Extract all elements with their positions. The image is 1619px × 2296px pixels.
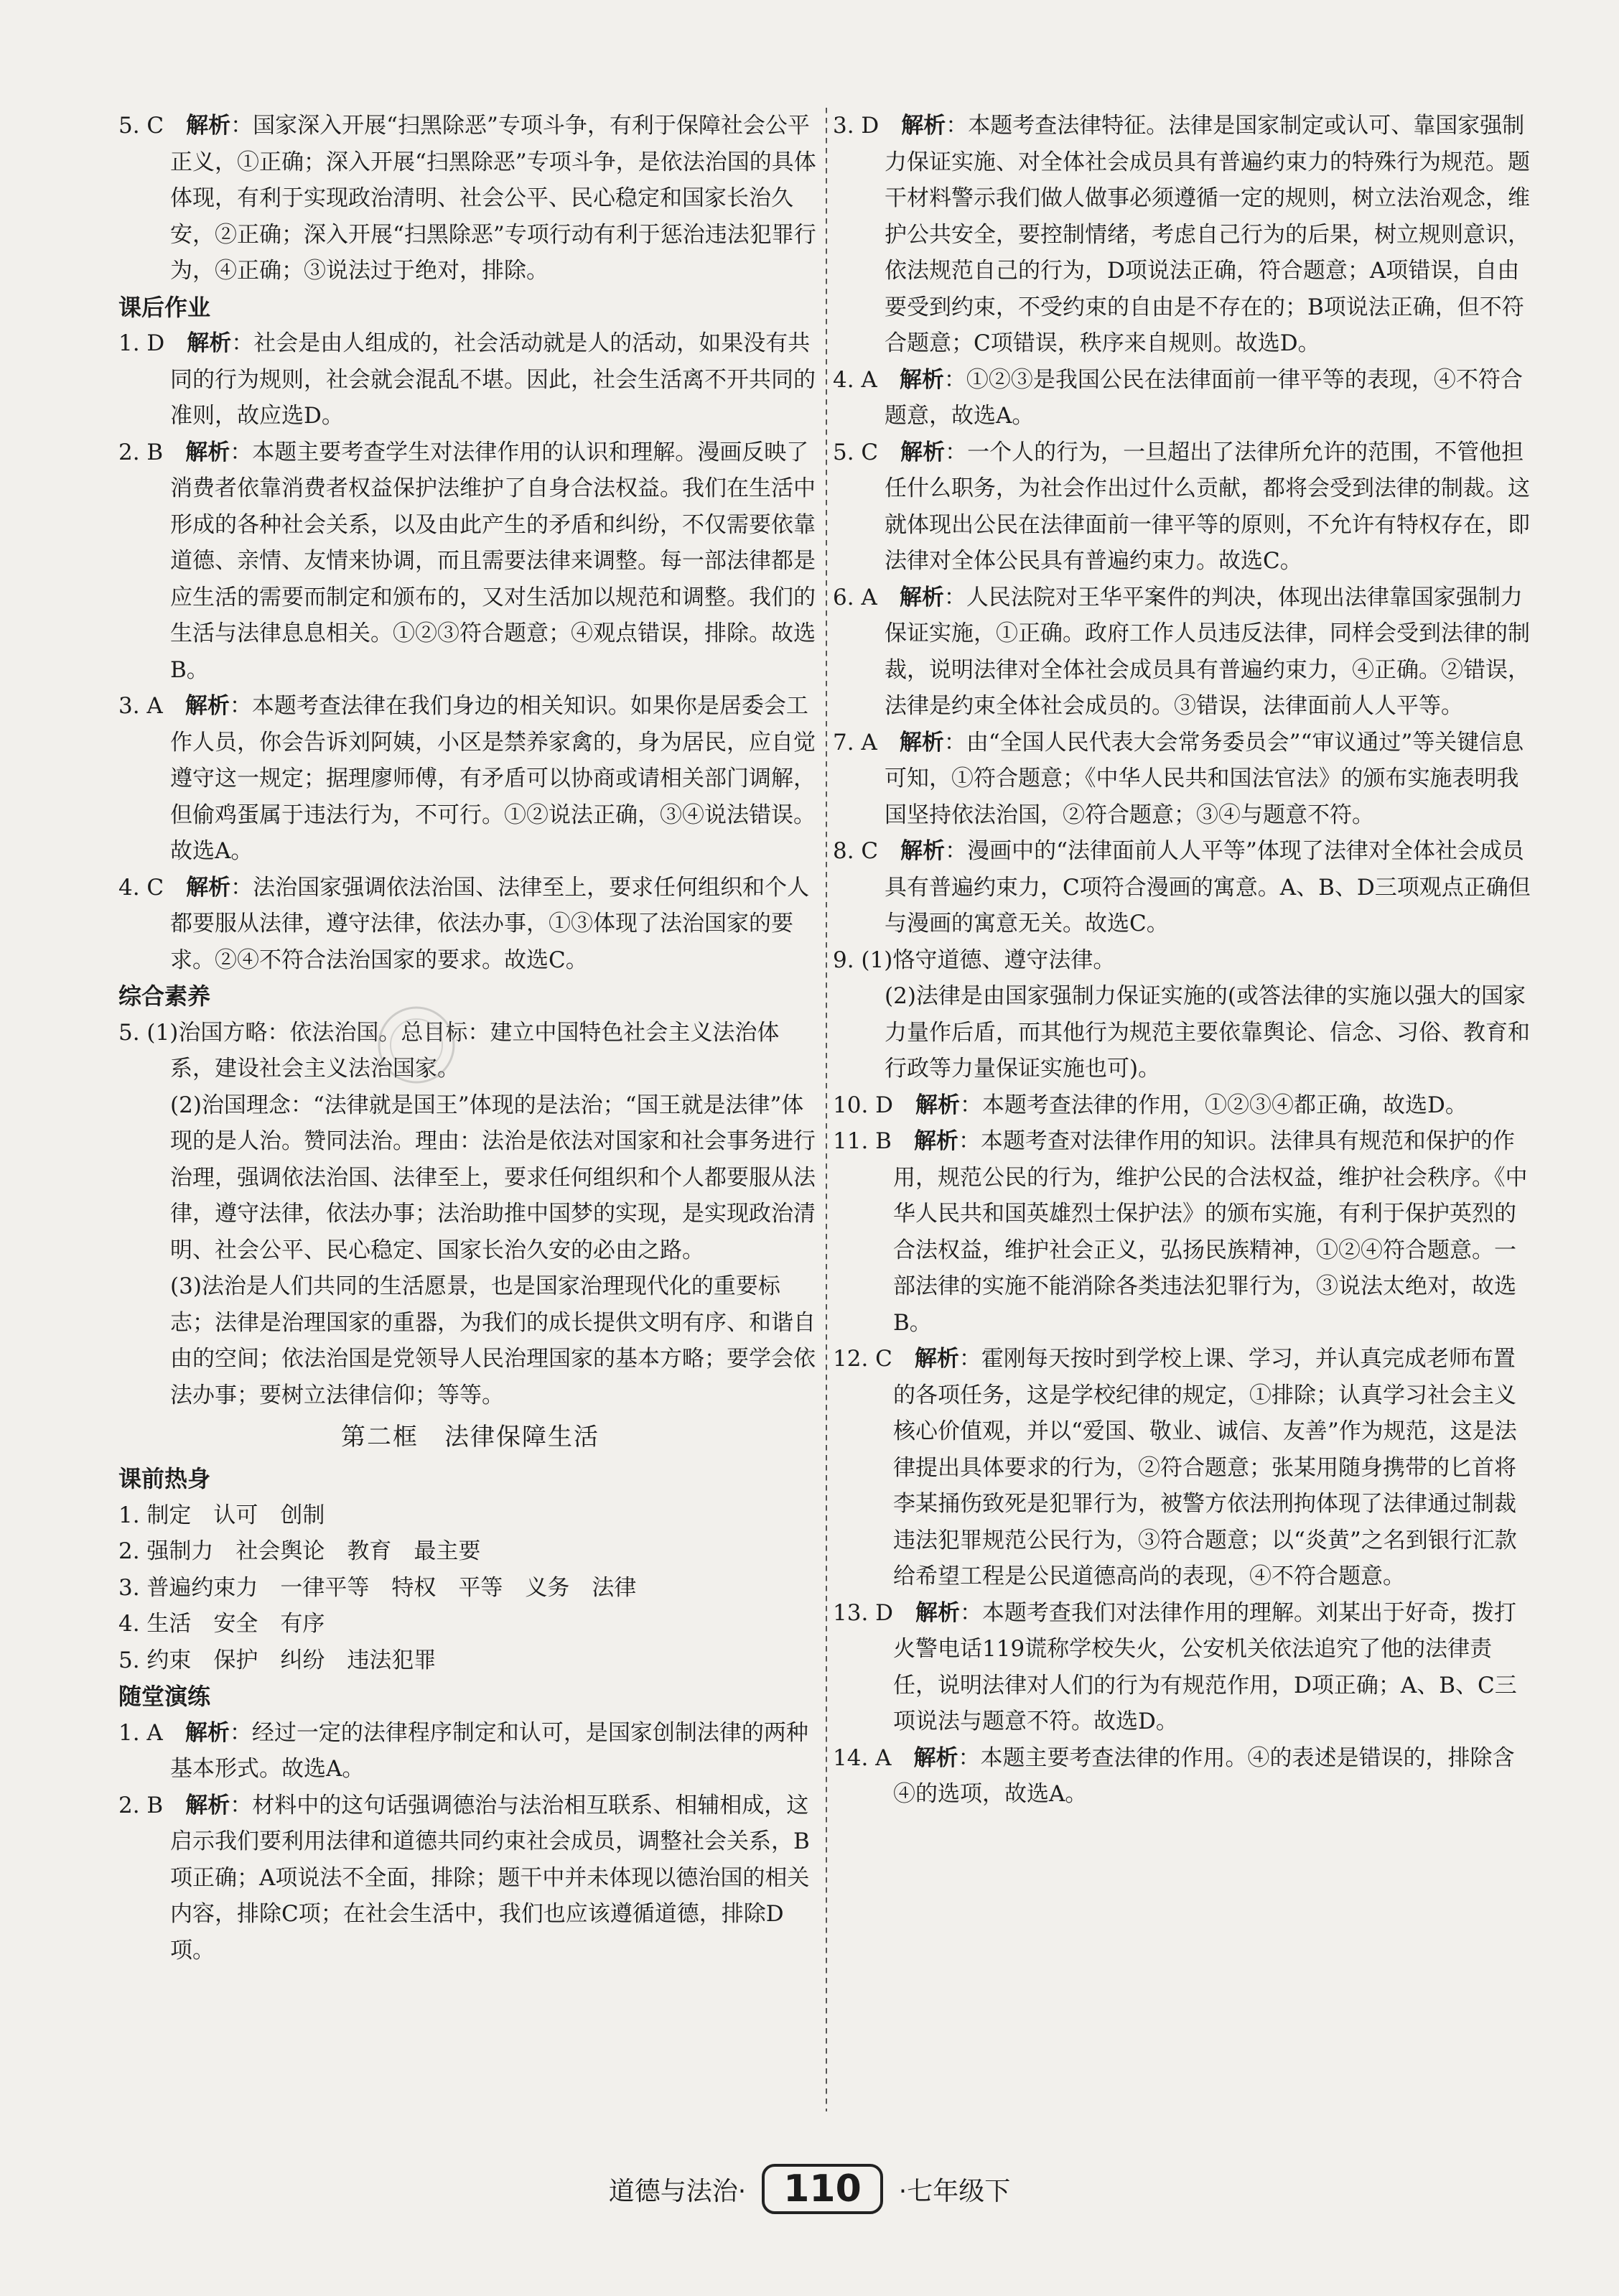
answer-subitem: (3)法治是人们共同的生活愿景，也是国家治理现代化的重要标志；法律是治理国家的重器，为我们的成长提供文明有序、和谐自由的空间；依法治国是党领导人民治理国家的基本方略；要学会依法办事；要树立法律信仰；等等。 xyxy=(170,1273,816,1408)
answer-item: 7. A 解析：由“全国人民代表大会常务委员会”“审议通过”等关键信息可知，①符合题意；《中华人民共和国法官法》的颁布实施表明我国坚持依法治国，②符合题意；③④与题意不符。 xyxy=(833,729,1524,828)
warmup-item: 3. 普遍约束力 一律平等 特权 平等 义务 法律 xyxy=(118,1574,637,1601)
column-divider xyxy=(826,108,827,2111)
section-heading: 综合素养 xyxy=(118,982,211,1010)
answer-item: 9. (1)恪守道德、遵守法律。 xyxy=(833,947,1116,973)
warmup-item: 4. 生活 安全 有序 xyxy=(118,1611,325,1637)
answer-item: 4. A 解析：①②③是我国公民在法律面前一律平等的表现，④不符合题意，故选A。 xyxy=(833,366,1523,429)
answer-item: 6. A 解析：人民法院对王华平案件的判决，体现出法律靠国家强制力保证实施，①正确。政府工作人员违反法律，同样会受到法律的制裁，说明法律对全体社会成员具有普遍约束力，④正确。②错误，法律是约束全体社会成员的。③错误，法律面前人人平等。 xyxy=(833,584,1530,719)
footer-subject: 道德与法治· xyxy=(608,2176,747,2206)
warmup-item: 1. 制定 认可 创制 xyxy=(118,1502,325,1528)
section-heading: 课前热身 xyxy=(118,1465,211,1492)
answer-subitem: (2)治国理念：“法律就是国王”体现的是法治；“国王就是法律”体现的是人治。赞同法治。理由：法治是依法对国家和社会事务进行治理，强调依法治国、法律至上，要求任何组织和个人都要服从法律，遵守法律，依法办事；法治助推中国梦的实现，是实现政治清明、社会公平、民心稳定、国家长治久安的必由之路。 xyxy=(170,1092,816,1263)
answer-item: 5. (1)治国方略：依法治国。总目标：建立中国特色社会主义法治体系，建设社会主义法治国家。 xyxy=(118,1019,780,1082)
answer-item: 3. D 解析：本题考查法律特征。法律是国家制定或认可、靠国家强制力保证实施、对全体社会成员具有普遍约束力的特殊行为规范。题干材料警示我们做人做事必须遵循一定的规则，树立法治观念，维护公共安全，要控制情绪，考虑自己行为的后果，树立规则意识，依法规范自己的行为，D项说法正确，符合题意；A项错误，自由要受到约束，不受约束的自由是不存在的；B项说法正确，但不符合题意；C项错误，秩序来自规则。故选D。 xyxy=(833,113,1530,356)
warmup-item: 5. 约束 保护 纠纷 违法犯罪 xyxy=(118,1647,437,1673)
warmup-item: 2. 强制力 社会舆论 教育 最主要 xyxy=(118,1538,481,1564)
answer-item: 4. C 解析：法治国家强调依法治国、法律至上，要求任何组织和个人都要服从法律，遵守法律，依法办事，①③体现了法治国家的要求。②④不符合法治国家的要求。故选C。 xyxy=(118,874,810,973)
answer-item: 5. C 解析：国家深入开展“扫黑除恶”专项斗争，有利于保障社会公平正义，①正确；深入开展“扫黑除恶”专项斗争，是依法治国的具体体现，有利于实现政治清明、社会公平、民心稳定和国家长治久安，②正确；深入开展“扫黑除恶”专项行动有利于惩治违法犯罪行为，④正确；③说法过于绝对，排除。 xyxy=(118,113,816,284)
answer-item: 13. D 解析：本题考查我们对法律作用的理解。刘某出于好奇，拨打火警电话119谎称学校失火，公安机关依法追究了他的法律责任，说明法律对人们的行为有规范作用，D项正确；A、B、C三项说法与题意不符。故选D。 xyxy=(833,1599,1517,1734)
right-column xyxy=(833,108,1533,1813)
left-column xyxy=(118,108,822,1969)
answer-item: 14. A 解析：本题主要考查法律的作用。④的表述是错误的，排除含④的选项，故选A。 xyxy=(833,1744,1515,1807)
section-heading: 随堂演练 xyxy=(118,1683,211,1710)
answer-item: 1. A 解析：经过一定的法律程序制定和认可，是国家创制法律的两种基本形式。故选A。 xyxy=(118,1719,808,1782)
answer-item: 1. D 解析：社会是由人组成的，社会活动就是人的活动，如果没有共同的行为规则，社会就会混乱不堪。因此，社会生活离不开共同的准则，故应选D。 xyxy=(118,330,816,429)
answer-item: 5. C 解析：一个人的行为，一旦超出了法律所允许的范围，不管他担任什么职务，为社会作出过什么贡献，都将会受到法律的制裁。这就体现出公民在法律面前一律平等的原则，不允许有特权存在，即法律对全体公民具有普遍约束力。故选C。 xyxy=(833,439,1530,574)
answer-item: 2. B 解析：材料中的这句话强调德治与法治相互联系、相辅相成，这启示我们要利用法律和道德共同约束社会成员，调整社会关系，B项正确；A项说法不全面，排除；题干中并未体现以德治国的相关内容，排除C项；在社会生活中，我们也应该遵循道德，排除D项。 xyxy=(118,1792,810,1963)
page-number: 110 xyxy=(762,2164,883,2214)
answer-subitem: (2)法律是由国家强制力保证实施的(或答法律的实施以强大的国家力量作后盾，而其他行为规范主要依靠舆论、信念、习俗、教育和行政等力量保证实施也可)。 xyxy=(885,983,1530,1082)
watermark-stamp-icon xyxy=(373,1002,459,1088)
footer-grade: ·七年级下 xyxy=(898,2176,1011,2206)
answer-item: 2. B 解析：本题主要考查学生对法律作用的认识和理解。漫画反映了消费者依靠消费者权益保护法维护了自身合法权益。我们在生活中形成的各种社会关系，以及由此产生的矛盾和纠纷，不仅需要依靠道德、亲情、友情来协调，而且需要法律来调整。每一部法律都是应生活的需要而制定和颁布的，又对生活加以规范和调整。我们的生活与法律息息相关。①②③符合题意；④观点错误，排除。故选B。 xyxy=(118,439,816,683)
page-footer xyxy=(0,2160,1619,2218)
lesson-title: 第二框 法律保障生活 xyxy=(341,1423,599,1451)
answer-item: 10. D 解析：本题考查法律的作用，①②③④都正确，故选D。 xyxy=(833,1092,1468,1118)
answer-item: 12. C 解析：霍刚每天按时到学校上课、学习，并认真完成老师布置的各项任务，这是学校纪律的规定，①排除；认真学习社会主义核心价值观，并以“爱国、敬业、诚信、友善”作为规范，这是法律提出具体要求的行为，②符合题意；张某用随身携带的匕首将李某捅伤致死是犯罪行为，被警方依法刑拘体现了法律通过制裁违法犯罪规范公民行为，③符合题意；以“炎黄”之名到银行汇款给希望工程是公民道德高尚的表现，④不符合题意。 xyxy=(833,1346,1517,1589)
answer-item: 3. A 解析：本题考查法律在我们身边的相关知识。如果你是居委会工作人员，你会告诉刘阿姨，小区是禁养家禽的，身为居民，应自觉遵守这一规定；据理廖师傅，有矛盾可以协商或请相关部门调解，但偷鸡蛋属于违法行为，不可行。①②说法正确，③④说法错误。故选A。 xyxy=(118,693,816,864)
section-heading: 课后作业 xyxy=(118,293,211,321)
answer-item: 8. C 解析：漫画中的“法律面前人人平等”体现了法律对全体社会成员具有普遍约束力，C项符合漫画的寓意。A、B、D三项观点正确但与漫画的寓意无关。故选C。 xyxy=(833,838,1531,936)
answer-item: 11. B 解析：本题考查对法律作用的知识。法律具有规范和保护的作用，规范公民的行为，维护公民的合法权益，维护社会秩序。《中华人民共和国英雄烈士保护法》的颁布实施，有利于保护英烈的合法权益，维护社会正义，弘扬民族精神，①②④符合题意。一部法律的实施不能消除各类违法犯罪行为，③说法太绝对，故选B。 xyxy=(833,1128,1528,1336)
